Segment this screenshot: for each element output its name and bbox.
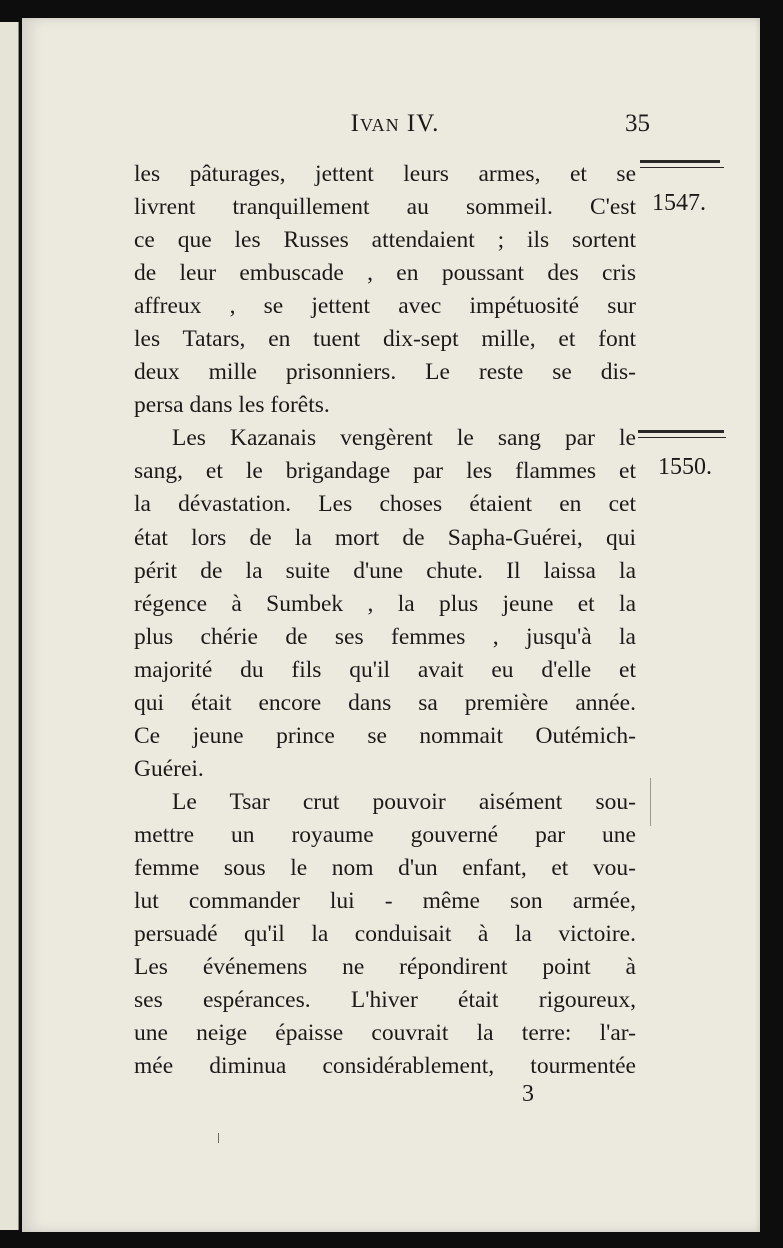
- paragraph: [134, 158, 636, 422]
- text-line: deux mille prisonniers. Le reste se dis-: [134, 359, 636, 386]
- margin-year-note: 1550.: [658, 454, 712, 480]
- previous-page-edge: [0, 22, 19, 1230]
- text-line: ses espérances. L'hiver était rigoureux,: [134, 987, 636, 1014]
- text-line: plus chérie de ses femmes , jusqu'à la: [134, 623, 636, 650]
- page-number: 35: [625, 110, 650, 137]
- text-line: affreux , se jettent avec impétuosité sur: [134, 293, 636, 320]
- text-line: sang, et le brigandage par les flammes et: [134, 458, 636, 485]
- text-line: persa dans les forêts.: [134, 392, 330, 419]
- text-line: les pâturages, jettent leurs armes, et se: [134, 161, 636, 187]
- text-line: une neige épaisse couvrait la terre: l'ar-: [134, 1020, 636, 1047]
- book-page: [22, 18, 760, 1232]
- paper-speck: [218, 1133, 219, 1143]
- text-line: de leur embuscade , en poussant des cris: [134, 260, 636, 287]
- margin-rule: [640, 160, 720, 163]
- text-line: lut commander lui - même son armée,: [134, 888, 636, 915]
- text-line: majorité du fils qu'il avait eu d'elle et: [134, 656, 636, 683]
- running-head-title: Ivan IV.: [350, 110, 440, 137]
- text-line: mée diminua considérablement, tourmentée: [134, 1053, 636, 1080]
- text-line: régence à Sumbek , la plus jeune et la: [134, 590, 636, 617]
- text-line: ce que les Russes attendaient ; ils sortent: [134, 227, 636, 254]
- text-line: persuadé qu'il la conduisait à la victoire.: [134, 921, 636, 948]
- margin-rule: [638, 430, 724, 433]
- margin-year-note: 1547.: [652, 190, 706, 216]
- text-line: qui était encore dans sa première année.: [134, 689, 636, 716]
- running-head: [140, 110, 650, 146]
- paragraph: [134, 422, 636, 786]
- text-line: livrent tranquillement au sommeil. C'est: [134, 194, 636, 221]
- text-line: mettre un royaume gouverné par une: [134, 821, 636, 848]
- text-line: les Tatars, en tuent dix-sept mille, et font: [134, 326, 636, 353]
- text-line: femme sous le nom d'un enfant, et vou-: [134, 854, 636, 881]
- paragraph: [134, 786, 636, 1083]
- text-line: état lors de la mort de Sapha-Guérei, qui: [134, 524, 636, 551]
- margin-rule: [640, 167, 724, 168]
- margin-rule: [638, 437, 726, 438]
- text-line: Ce jeune prince se nommait Outémich-: [134, 722, 636, 749]
- text-line: Les événemens ne répondirent point à: [134, 954, 636, 981]
- text-line: Guérei.: [134, 755, 204, 782]
- text-line: Les Kazanais vengèrent le sang par le: [172, 425, 636, 452]
- text-line: la dévastation. Les choses étaient en cet: [134, 491, 636, 518]
- text-line: Le Tsar crut pouvoir aisément sou-: [172, 788, 636, 815]
- body-text: [134, 158, 636, 1083]
- text-line: périt de la suite d'une chute. Il laissa la: [134, 557, 636, 584]
- paper-crease: [650, 778, 651, 826]
- signature-mark: 3: [522, 1081, 534, 1107]
